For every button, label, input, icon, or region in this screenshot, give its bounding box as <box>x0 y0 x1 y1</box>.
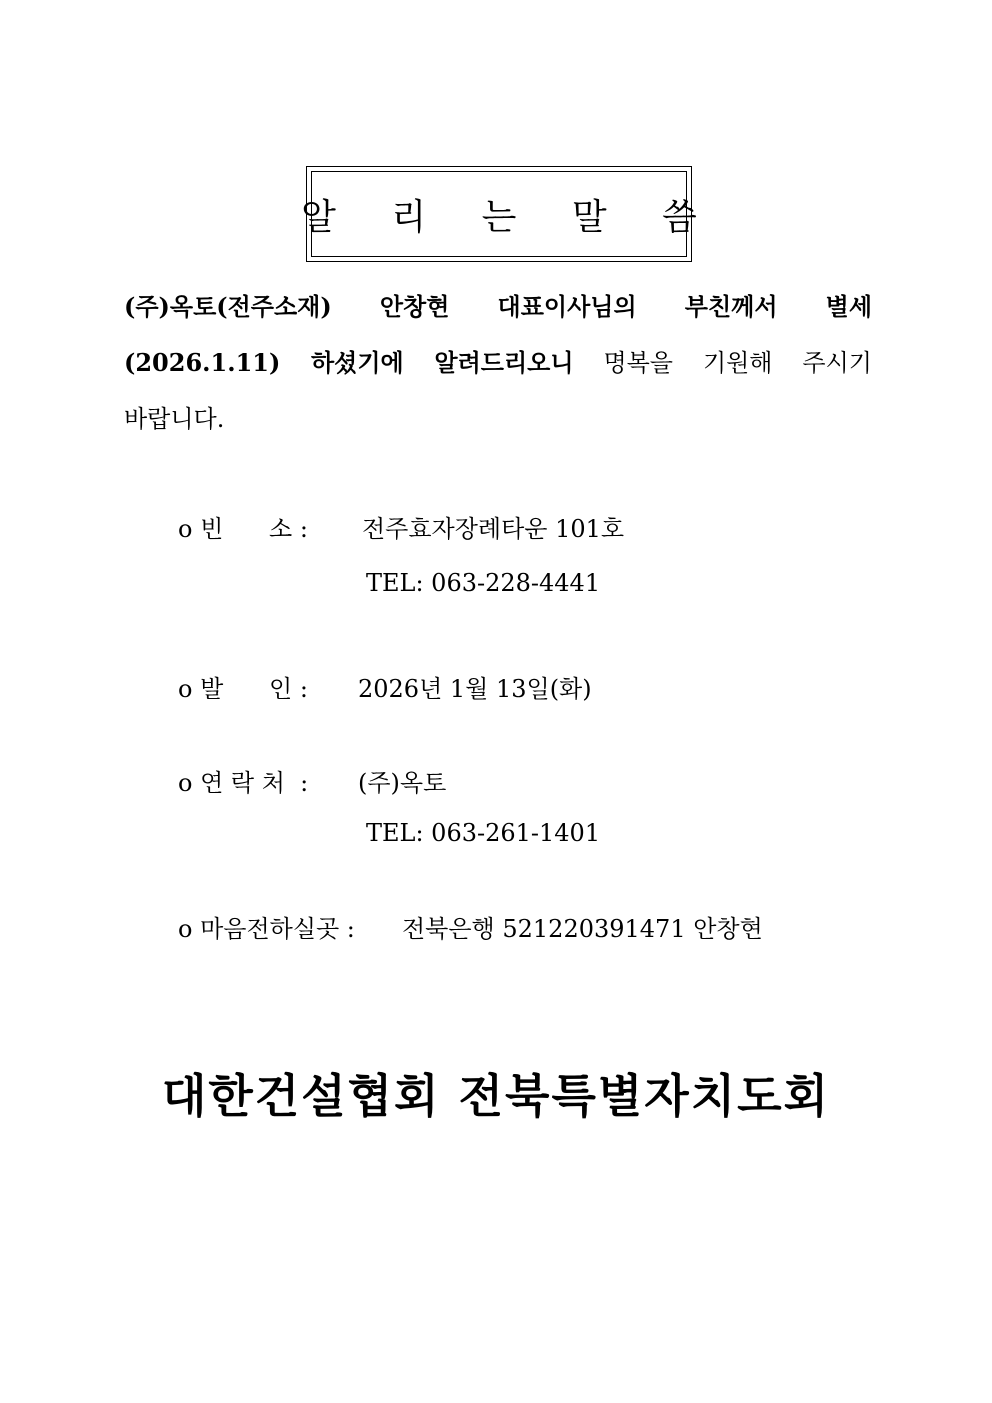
title-inner-border <box>301 171 719 257</box>
announcement-line-2 <box>124 348 872 378</box>
announcement-line-2-bold: (2026.1.11) 하셨기에 알려드리오니 <box>124 348 574 377</box>
organization-name: 대한건설협회 전북특별자치도회 <box>161 1069 831 1123</box>
contact-tel: TEL: 063-261-1401 <box>366 819 601 847</box>
funeral-hall-label: o 빈 소 : <box>178 515 308 543</box>
departure-label: o 발 인 : <box>178 675 308 703</box>
announcement-line-2-normal: 명복을 기원해 주시기 <box>573 349 872 377</box>
funeral-hall-value: 전주효자장례타운 101호 <box>362 515 625 543</box>
title-box <box>301 166 719 262</box>
contact-label: o 연 락 처 : <box>178 769 309 797</box>
announcement-line-1: (주)옥토(전주소재) 안창현 대표이사님의 부친께서 별세 <box>124 292 872 321</box>
announcement-line-3: 바랍니다. <box>124 405 225 433</box>
page-title: 알 리 는 말 씀 <box>301 196 719 238</box>
condolence-label: o 마음전하실곳 : <box>178 915 355 943</box>
condolence-value: 전북은행 521220391471 안창현 <box>402 915 763 943</box>
departure-value: 2026년 1월 13일(화) <box>358 675 592 703</box>
funeral-hall-tel: TEL: 063-228-4441 <box>366 569 601 597</box>
contact-value: (주)옥토 <box>358 769 447 797</box>
